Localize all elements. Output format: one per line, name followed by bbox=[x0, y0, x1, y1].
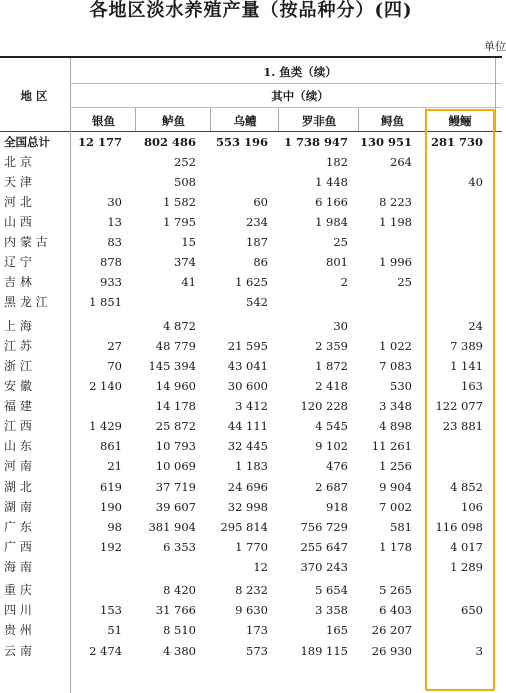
table-cell: 51 bbox=[107, 623, 122, 637]
table-cell: 1 448 bbox=[315, 175, 348, 189]
table-cell: 14 178 bbox=[155, 399, 196, 413]
table-cell: 11 261 bbox=[371, 439, 412, 453]
table-cell: 3 bbox=[475, 644, 483, 658]
row-label: 广 西 bbox=[4, 540, 32, 554]
row-label: 河 北 bbox=[4, 195, 32, 209]
subgroup-header: 其中（续） bbox=[271, 89, 329, 103]
table-cell: 14 960 bbox=[155, 379, 196, 393]
table-cell: 252 bbox=[174, 155, 196, 169]
table-cell: 24 bbox=[468, 319, 483, 333]
column-divider bbox=[210, 108, 211, 131]
table-cell: 10 069 bbox=[155, 459, 196, 473]
table-cell: 192 bbox=[100, 540, 122, 554]
table-cell: 37 719 bbox=[155, 480, 196, 494]
table-cell: 189 115 bbox=[300, 644, 348, 658]
table-cell bbox=[56, 153, 122, 172]
row-label: 广 东 bbox=[4, 520, 32, 534]
table-cell: 2 140 bbox=[89, 379, 122, 393]
table-cell: 23 881 bbox=[442, 419, 483, 433]
table-cell: 1 851 bbox=[89, 295, 122, 309]
table-cell bbox=[417, 253, 483, 272]
table-cell: 98 bbox=[107, 520, 122, 534]
row-label: 贵 州 bbox=[4, 623, 32, 637]
row-label-total: 全国总计 bbox=[4, 135, 50, 149]
table-cell bbox=[56, 581, 122, 600]
table-cell: 542 bbox=[246, 295, 268, 309]
table-cell: 8 232 bbox=[235, 583, 268, 597]
table-cell: 650 bbox=[461, 603, 483, 617]
table-cell: 1 256 bbox=[379, 459, 412, 473]
table-cell: 173 bbox=[246, 623, 268, 637]
group-header: 1. 鱼类（续） bbox=[263, 65, 337, 79]
table-cell: 48 779 bbox=[155, 339, 196, 353]
table-cell: 933 bbox=[100, 275, 122, 289]
table-cell: 2 359 bbox=[315, 339, 348, 353]
table-cell: 2 418 bbox=[315, 379, 348, 393]
table-cell: 187 bbox=[246, 235, 268, 249]
row-label: 天 津 bbox=[4, 175, 32, 189]
table-cell: 130 951 bbox=[359, 135, 412, 149]
table-cell bbox=[346, 173, 412, 192]
table-cell: 39 607 bbox=[155, 500, 196, 514]
table-cell bbox=[56, 558, 122, 577]
table-cell: 6 353 bbox=[163, 540, 196, 554]
row-label: 辽 宁 bbox=[4, 255, 32, 269]
table-cell: 32 998 bbox=[227, 500, 268, 514]
table-cell: 2 687 bbox=[315, 480, 348, 494]
table-cell: 7 083 bbox=[379, 359, 412, 373]
table-cell: 25 bbox=[333, 235, 348, 249]
table-cell bbox=[202, 317, 268, 336]
table-cell: 9 102 bbox=[315, 439, 348, 453]
table-cell: 1 289 bbox=[450, 560, 483, 574]
row-label: 江 苏 bbox=[4, 339, 32, 353]
table-cell: 86 bbox=[253, 255, 268, 269]
table-cell: 476 bbox=[326, 459, 348, 473]
table-cell: 12 177 bbox=[77, 135, 122, 149]
table-cell: 553 196 bbox=[215, 135, 268, 149]
table-cell: 15 bbox=[181, 235, 196, 249]
column-header: 乌鳢 bbox=[233, 114, 257, 128]
row-label: 湖 北 bbox=[4, 480, 32, 494]
row-label: 湖 南 bbox=[4, 500, 32, 514]
table-cell bbox=[417, 621, 483, 640]
table-cell: 122 077 bbox=[435, 399, 483, 413]
table-cell: 8 223 bbox=[379, 195, 412, 209]
table-cell: 83 bbox=[107, 235, 122, 249]
table-cell: 530 bbox=[390, 379, 412, 393]
table-cell: 7 002 bbox=[379, 500, 412, 514]
table-cell: 374 bbox=[174, 255, 196, 269]
table-cell bbox=[417, 437, 483, 456]
table-cell: 381 904 bbox=[148, 520, 196, 534]
table-cell: 43 041 bbox=[227, 359, 268, 373]
table-cell: 182 bbox=[326, 155, 348, 169]
row-label: 海 南 bbox=[4, 560, 32, 574]
column-header: 银鱼 bbox=[92, 114, 115, 128]
table-cell: 1 183 bbox=[235, 459, 268, 473]
table-cell: 6 166 bbox=[315, 195, 348, 209]
table-cell: 165 bbox=[326, 623, 348, 637]
table-cell: 1 198 bbox=[379, 215, 412, 229]
table-cell: 4 852 bbox=[450, 480, 483, 494]
table-cell: 9 904 bbox=[379, 480, 412, 494]
table-cell: 31 766 bbox=[155, 603, 196, 617]
table-cell: 70 bbox=[107, 359, 122, 373]
table-cell: 26 207 bbox=[371, 623, 412, 637]
table-cell bbox=[417, 457, 483, 476]
table-cell: 9 630 bbox=[235, 603, 268, 617]
table-cell: 12 bbox=[253, 560, 268, 574]
column-header: 罗非鱼 bbox=[301, 114, 337, 128]
table-cell: 116 098 bbox=[435, 520, 483, 534]
table-cell bbox=[346, 293, 412, 312]
table-cell: 44 111 bbox=[227, 419, 268, 433]
row-label: 江 西 bbox=[4, 419, 32, 433]
table-cell: 120 228 bbox=[300, 399, 348, 413]
table-cell: 25 bbox=[397, 275, 412, 289]
table-cell: 1 795 bbox=[163, 215, 196, 229]
table-cell: 756 729 bbox=[300, 520, 348, 534]
table-cell: 4 872 bbox=[163, 319, 196, 333]
table-cell bbox=[130, 558, 196, 577]
table-cell: 106 bbox=[461, 500, 483, 514]
table-cell: 30 bbox=[107, 195, 122, 209]
table-cell: 4 017 bbox=[450, 540, 483, 554]
table-cell: 30 bbox=[333, 319, 348, 333]
table-cell: 2 bbox=[340, 275, 348, 289]
row-label: 重 庆 bbox=[4, 583, 32, 597]
table-cell: 801 bbox=[326, 255, 348, 269]
row-label: 云 南 bbox=[4, 644, 32, 658]
table-cell bbox=[417, 293, 483, 312]
table-cell: 163 bbox=[461, 379, 483, 393]
table-cell: 5 265 bbox=[379, 583, 412, 597]
table-cell: 7 389 bbox=[450, 339, 483, 353]
column-header: 鲈鱼 bbox=[162, 114, 185, 128]
table-cell: 281 730 bbox=[430, 135, 483, 149]
table-cell bbox=[346, 317, 412, 336]
table-cell: 255 647 bbox=[300, 540, 348, 554]
table-cell: 13 bbox=[107, 215, 122, 229]
table-cell: 1 996 bbox=[379, 255, 412, 269]
column-header: 鲟鱼 bbox=[381, 114, 404, 128]
table-cell: 508 bbox=[174, 175, 196, 189]
table-cell: 234 bbox=[246, 215, 268, 229]
table-cell: 4 545 bbox=[315, 419, 348, 433]
table-cell bbox=[417, 581, 483, 600]
table-cell: 27 bbox=[107, 339, 122, 353]
table-cell: 2 474 bbox=[89, 644, 122, 658]
table-cell: 1 141 bbox=[450, 359, 483, 373]
row-label: 福 建 bbox=[4, 399, 32, 413]
table-cell: 5 654 bbox=[315, 583, 348, 597]
table-cell: 1 872 bbox=[315, 359, 348, 373]
table-cell: 861 bbox=[100, 439, 122, 453]
table-cell: 10 793 bbox=[155, 439, 196, 453]
column-divider bbox=[135, 108, 136, 131]
table-cell: 26 930 bbox=[371, 644, 412, 658]
table-cell: 878 bbox=[100, 255, 122, 269]
table-cell: 802 486 bbox=[143, 135, 196, 149]
row-label: 北 京 bbox=[4, 155, 32, 169]
table-cell bbox=[56, 317, 122, 336]
table-cell: 573 bbox=[246, 644, 268, 658]
column-divider bbox=[278, 108, 279, 131]
table-cell: 8 510 bbox=[163, 623, 196, 637]
table-cell: 190 bbox=[100, 500, 122, 514]
row-label: 黑 龙 江 bbox=[4, 295, 48, 309]
table-cell: 21 595 bbox=[227, 339, 268, 353]
table-cell: 3 358 bbox=[315, 603, 348, 617]
row-label: 吉 林 bbox=[4, 275, 32, 289]
row-label: 山 西 bbox=[4, 215, 32, 229]
table-cell: 25 872 bbox=[155, 419, 196, 433]
table-cell: 619 bbox=[100, 480, 122, 494]
table-cell: 918 bbox=[326, 500, 348, 514]
table-cell: 370 243 bbox=[300, 560, 348, 574]
table-cell: 24 696 bbox=[227, 480, 268, 494]
table-cell: 8 420 bbox=[163, 583, 196, 597]
table-cell bbox=[282, 293, 348, 312]
table-cell: 30 600 bbox=[227, 379, 268, 393]
table-cell: 41 bbox=[181, 275, 196, 289]
table-cell: 40 bbox=[468, 175, 483, 189]
table-cell: 3 348 bbox=[379, 399, 412, 413]
table-cell bbox=[202, 153, 268, 172]
table-cell: 4 898 bbox=[379, 419, 412, 433]
table-cell: 32 445 bbox=[227, 439, 268, 453]
row-label: 安 徽 bbox=[4, 379, 32, 393]
row-label: 河 南 bbox=[4, 459, 32, 473]
table-cell: 264 bbox=[390, 155, 412, 169]
table-cell: 3 412 bbox=[235, 399, 268, 413]
unit-label: 单位 bbox=[484, 40, 506, 53]
table-cell: 21 bbox=[107, 459, 122, 473]
region-header: 地 区 bbox=[20, 89, 48, 103]
table-cell: 1 022 bbox=[379, 339, 412, 353]
table-cell bbox=[417, 233, 483, 252]
column-header: 鳗鲡 bbox=[448, 114, 472, 128]
table-cell: 4 380 bbox=[163, 644, 196, 658]
table-cell bbox=[346, 558, 412, 577]
row-label: 四 川 bbox=[4, 603, 32, 617]
table-cell bbox=[417, 153, 483, 172]
table-cell: 60 bbox=[253, 195, 268, 209]
table-cell: 1 770 bbox=[235, 540, 268, 554]
table-cell: 6 403 bbox=[379, 603, 412, 617]
table-cell bbox=[417, 213, 483, 232]
table-cell: 1 178 bbox=[379, 540, 412, 554]
table-cell: 1 984 bbox=[315, 215, 348, 229]
table-title: 各地区淡水养殖产量（按品种分）(四) bbox=[89, 0, 413, 21]
table-cell bbox=[56, 397, 122, 416]
table-cell: 1 738 947 bbox=[283, 135, 348, 149]
column-divider bbox=[358, 108, 359, 131]
table-cell: 581 bbox=[390, 520, 412, 534]
row-label: 内 蒙 古 bbox=[4, 235, 48, 249]
table-cell: 1 582 bbox=[163, 195, 196, 209]
table-cell bbox=[417, 193, 483, 212]
table-cell: 1 625 bbox=[235, 275, 268, 289]
row-label: 上 海 bbox=[4, 319, 32, 333]
table-cell bbox=[130, 293, 196, 312]
table-cell bbox=[346, 233, 412, 252]
table-cell: 295 814 bbox=[220, 520, 268, 534]
table-cell: 153 bbox=[100, 603, 122, 617]
column-divider bbox=[495, 58, 496, 131]
row-label: 山 东 bbox=[4, 439, 32, 453]
top-rule bbox=[0, 56, 502, 58]
table-cell bbox=[417, 273, 483, 292]
table-cell bbox=[202, 173, 268, 192]
header-divider-1 bbox=[70, 83, 502, 84]
row-label: 浙 江 bbox=[4, 359, 32, 373]
table-cell: 145 394 bbox=[148, 359, 196, 373]
table-cell bbox=[56, 173, 122, 192]
table-cell: 1 429 bbox=[89, 419, 122, 433]
